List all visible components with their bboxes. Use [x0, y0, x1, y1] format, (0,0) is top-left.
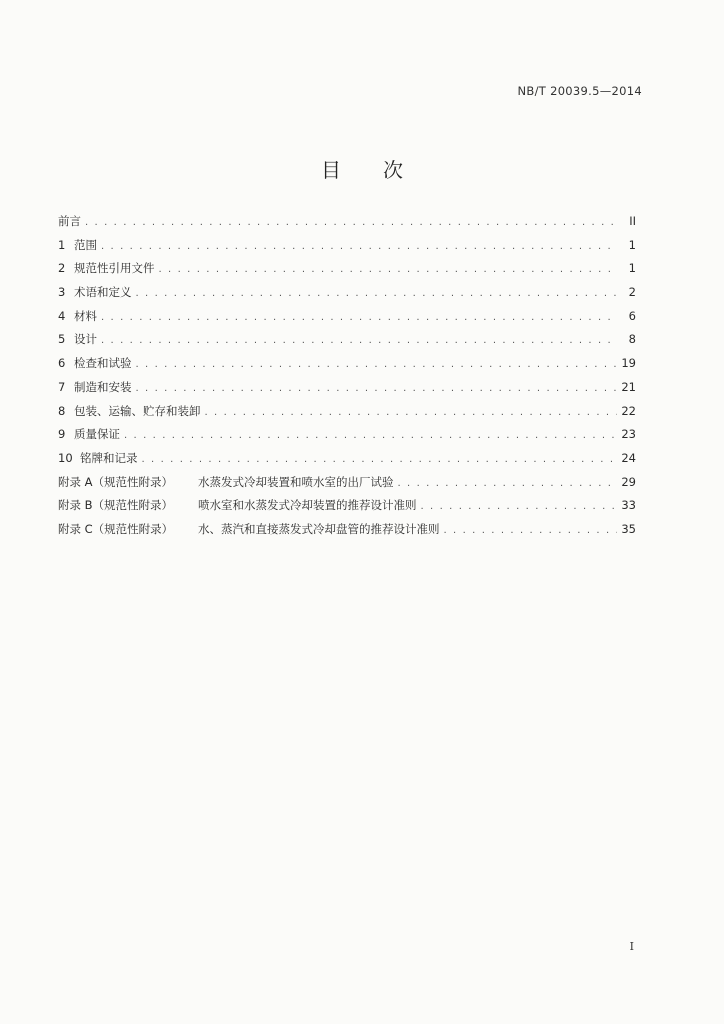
- toc-entry-page: 35: [621, 521, 636, 536]
- toc-entry-title: 喷水室和水蒸发式冷却装置的推荐设计准则: [198, 498, 417, 513]
- toc-leader: [136, 288, 619, 299]
- toc-entry-page: 22: [621, 403, 636, 418]
- page-title-part-1: 目: [321, 158, 341, 182]
- toc-entry-packaging-transport[interactable]: [58, 403, 636, 427]
- toc-entry-number: 2: [58, 261, 66, 276]
- standard-code: NB/T 20039.5—2014: [517, 84, 642, 98]
- toc-entry-number: 3: [58, 285, 66, 300]
- toc-entry-number: 10: [58, 450, 73, 465]
- toc-entry-title: 前言: [58, 214, 81, 228]
- toc-entry-page: 6: [628, 308, 636, 323]
- toc-entry-page: 1: [628, 261, 636, 276]
- toc-entry-title: 术语和定义: [74, 285, 132, 300]
- toc-entry-page: 23: [621, 427, 636, 442]
- toc-leader: [101, 312, 618, 323]
- toc-entry-title: 检查和试验: [74, 356, 132, 371]
- toc-entry-title: 制造和安装: [74, 379, 132, 394]
- toc-entry-title: 范围: [74, 237, 97, 252]
- toc-entry-inspection-testing[interactable]: [58, 355, 636, 379]
- toc-entry-title: 设计: [74, 332, 97, 347]
- toc-entry-title: 材料: [74, 308, 97, 323]
- toc-leader: [159, 264, 619, 275]
- toc-leader: [101, 241, 618, 252]
- toc-appendix-label: 附录 C（规范性附录）: [58, 521, 174, 536]
- toc-entry-number: 8: [58, 403, 66, 418]
- toc-leader: [142, 454, 618, 465]
- toc-leader: [136, 383, 618, 394]
- toc-entry-nameplate-records[interactable]: [58, 450, 636, 474]
- toc-entry-scope[interactable]: [58, 237, 636, 261]
- toc-entry-appendix-b[interactable]: [58, 497, 636, 521]
- toc-entry-number: 4: [58, 308, 66, 323]
- toc-leader: [444, 525, 618, 536]
- toc-appendix-label: 附录 A（规范性附录）: [58, 474, 174, 489]
- toc-leader: [205, 407, 618, 418]
- toc-entry-foreword[interactable]: [58, 213, 636, 237]
- toc-leader: [85, 217, 618, 228]
- toc-leader: [421, 501, 618, 512]
- toc-entry-page: 24: [621, 450, 636, 465]
- toc-entry-normative-references[interactable]: [58, 260, 636, 284]
- toc-entry-quality-assurance[interactable]: [58, 426, 636, 450]
- table-of-contents: [58, 213, 636, 545]
- toc-entry-title: 包装、运输、贮存和装卸: [74, 403, 201, 418]
- toc-entry-number: 1: [58, 237, 66, 252]
- toc-entry-title: 铭牌和记录: [80, 450, 138, 465]
- toc-entry-title: 水蒸发式冷却装置和喷水室的出厂试验: [198, 474, 394, 489]
- toc-entry-page: 29: [621, 474, 636, 489]
- toc-entry-page: II: [629, 214, 636, 228]
- toc-appendix-label: 附录 B（规范性附录）: [58, 498, 174, 513]
- toc-entry-number: 9: [58, 427, 66, 442]
- page-title-part-2: 次: [383, 158, 403, 182]
- toc-entry-page: 21: [621, 379, 636, 394]
- toc-leader: [136, 359, 618, 370]
- toc-entry-materials[interactable]: [58, 308, 636, 332]
- toc-entry-terms-definitions[interactable]: [58, 284, 636, 308]
- toc-entry-number: 6: [58, 356, 66, 371]
- toc-entry-page: 2: [628, 285, 636, 300]
- toc-entry-appendix-a[interactable]: [58, 474, 636, 498]
- toc-entry-page: 33: [621, 498, 636, 513]
- toc-entry-number: 7: [58, 379, 66, 394]
- toc-entry-design[interactable]: [58, 331, 636, 355]
- toc-entry-page: 19: [621, 356, 636, 371]
- toc-entry-number: 5: [58, 332, 66, 347]
- toc-entry-title: 规范性引用文件: [74, 261, 155, 276]
- toc-entry-page: 8: [628, 332, 636, 347]
- toc-leader: [124, 430, 617, 441]
- toc-entry-appendix-c[interactable]: [58, 521, 636, 545]
- toc-entry-title: 水、蒸汽和直接蒸发式冷却盘管的推荐设计准则: [198, 521, 440, 536]
- toc-leader: [398, 478, 618, 489]
- toc-entry-page: 1: [628, 237, 636, 252]
- toc-entry-title: 质量保证: [74, 427, 120, 442]
- page-title: [0, 154, 724, 183]
- page-number: I: [629, 940, 634, 953]
- toc-leader: [101, 335, 618, 346]
- toc-entry-manufacture-installation[interactable]: [58, 379, 636, 403]
